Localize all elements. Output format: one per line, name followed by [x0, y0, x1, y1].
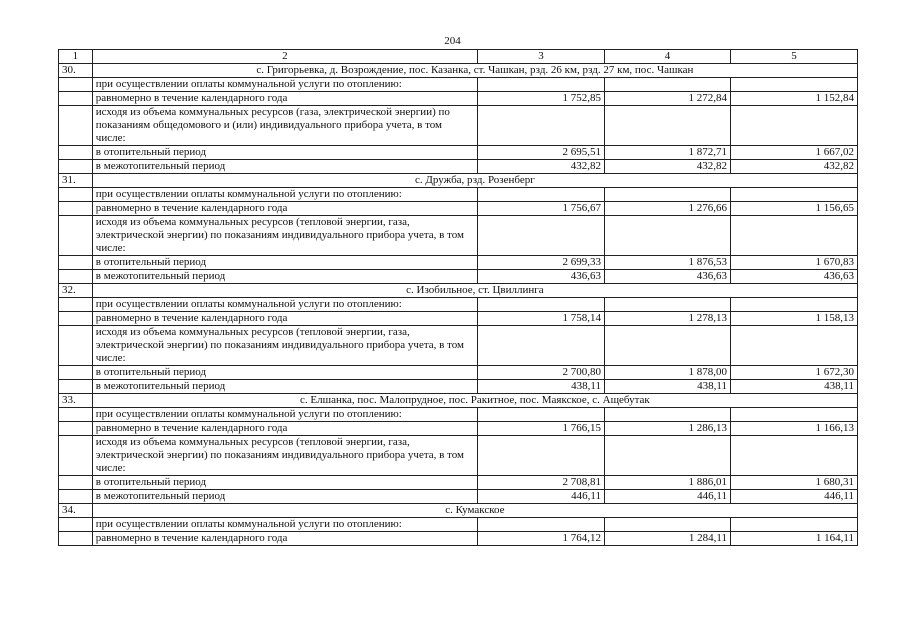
value-cell-v4: 432,82 — [604, 160, 730, 174]
value-cell-v5 — [730, 326, 857, 366]
table-header-row — [59, 50, 858, 64]
value-cell-v4 — [604, 408, 730, 422]
value-cell-v3: 1 756,67 — [477, 202, 604, 216]
value-cell-v4: 1 886,01 — [604, 476, 730, 490]
table-row — [59, 476, 858, 490]
value-cell-v5: 436,63 — [730, 270, 857, 284]
value-cell-v3: 2 700,80 — [477, 366, 604, 380]
value-cell-v3: 446,11 — [477, 490, 604, 504]
empty-cell — [59, 188, 93, 202]
value-cell-v3: 1 752,85 — [477, 92, 604, 106]
value-cell-v4: 1 876,53 — [604, 256, 730, 270]
empty-cell — [59, 270, 93, 284]
empty-cell — [59, 92, 93, 106]
empty-cell — [59, 490, 93, 504]
row-label: при осуществлении оплаты коммунальной услуги по отоплению: — [92, 518, 477, 532]
section-title-row — [59, 284, 858, 298]
empty-cell — [59, 476, 93, 490]
value-cell-v4: 1 872,71 — [604, 146, 730, 160]
row-label: исходя из объема коммунальных ресурсов (тепловой энергии, газа, электрической энергии) по показаниям индивидуального прибора учета, в том числе: — [92, 326, 477, 366]
section-number: 32. — [59, 284, 93, 298]
empty-cell — [59, 106, 93, 146]
empty-cell — [59, 78, 93, 92]
empty-cell — [59, 532, 93, 546]
table-row — [59, 326, 858, 366]
empty-cell — [59, 298, 93, 312]
section-title: с. Елшанка, пос. Малопрудное, пос. Ракитное, пос. Маякское, с. Ащебутак — [92, 394, 857, 408]
value-cell-v3: 436,63 — [477, 270, 604, 284]
value-cell-v4: 1 272,84 — [604, 92, 730, 106]
row-label: равномерно в течение календарного года — [92, 532, 477, 546]
table-row — [59, 106, 858, 146]
value-cell-v5: 1 672,30 — [730, 366, 857, 380]
value-cell-v3 — [477, 298, 604, 312]
header-cell: 5 — [730, 50, 857, 64]
value-cell-v3 — [477, 106, 604, 146]
empty-cell — [59, 380, 93, 394]
value-cell-v5: 432,82 — [730, 160, 857, 174]
empty-cell — [59, 256, 93, 270]
section-number: 30. — [59, 64, 93, 78]
value-cell-v5: 438,11 — [730, 380, 857, 394]
section-title: с. Дружба, рзд. Розенберг — [92, 174, 857, 188]
value-cell-v5: 1 152,84 — [730, 92, 857, 106]
table-row — [59, 436, 858, 476]
table-row — [59, 92, 858, 106]
row-label: в межотопительный период — [92, 270, 477, 284]
row-label: при осуществлении оплаты коммунальной услуги по отоплению: — [92, 408, 477, 422]
table-row — [59, 312, 858, 326]
value-cell-v3: 1 764,12 — [477, 532, 604, 546]
page-number: 204 — [444, 35, 461, 47]
empty-cell — [59, 160, 93, 174]
section-title: с. Изобильное, ст. Цвиллинга — [92, 284, 857, 298]
table-row — [59, 202, 858, 216]
row-label: исходя из объема коммунальных ресурсов (газа, электрической энергии) по показаниям общедомового и (или) индивидуального прибора учета, в том числе: — [92, 106, 477, 146]
value-cell-v3 — [477, 408, 604, 422]
row-label: при осуществлении оплаты коммунальной услуги по отоплению: — [92, 188, 477, 202]
value-cell-v3: 2 695,51 — [477, 146, 604, 160]
value-cell-v4 — [604, 78, 730, 92]
row-label: в отопительный период — [92, 146, 477, 160]
empty-cell — [59, 436, 93, 476]
value-cell-v4: 1 284,11 — [604, 532, 730, 546]
row-label: в отопительный период — [92, 476, 477, 490]
empty-cell — [59, 518, 93, 532]
table-row — [59, 380, 858, 394]
value-cell-v5 — [730, 436, 857, 476]
row-label: в межотопительный период — [92, 490, 477, 504]
table-row — [59, 160, 858, 174]
section-title: с. Григорьевка, д. Возрождение, пос. Казанка, ст. Чашкан, рзд. 26 км, рзд. 27 км, пос. Чашкан — [92, 64, 857, 78]
value-cell-v3 — [477, 518, 604, 532]
value-cell-v5: 1 166,13 — [730, 422, 857, 436]
value-cell-v4: 1 278,13 — [604, 312, 730, 326]
value-cell-v4: 1 286,13 — [604, 422, 730, 436]
value-cell-v5 — [730, 518, 857, 532]
row-label: исходя из объема коммунальных ресурсов (тепловой энергии, газа, электрической энергии) по показаниям индивидуального прибора учета, в том числе: — [92, 436, 477, 476]
value-cell-v5 — [730, 188, 857, 202]
value-cell-v5: 1 667,02 — [730, 146, 857, 160]
value-cell-v5: 1 158,13 — [730, 312, 857, 326]
empty-cell — [59, 312, 93, 326]
value-cell-v3: 438,11 — [477, 380, 604, 394]
value-cell-v3 — [477, 326, 604, 366]
value-cell-v3 — [477, 188, 604, 202]
empty-cell — [59, 202, 93, 216]
section-title-row — [59, 394, 858, 408]
row-label: равномерно в течение календарного года — [92, 312, 477, 326]
value-cell-v5 — [730, 298, 857, 312]
table-row — [59, 146, 858, 160]
row-label: равномерно в течение календарного года — [92, 202, 477, 216]
table-row — [59, 518, 858, 532]
value-cell-v5: 1 164,11 — [730, 532, 857, 546]
value-cell-v3 — [477, 436, 604, 476]
value-cell-v4: 1 276,66 — [604, 202, 730, 216]
row-label: в межотопительный период — [92, 380, 477, 394]
table-row — [59, 78, 858, 92]
value-cell-v5: 1 670,83 — [730, 256, 857, 270]
table-row — [59, 422, 858, 436]
section-title-row — [59, 64, 858, 78]
value-cell-v4 — [604, 436, 730, 476]
value-cell-v3: 1 758,14 — [477, 312, 604, 326]
table-row — [59, 298, 858, 312]
value-cell-v4: 436,63 — [604, 270, 730, 284]
header-cell: 3 — [477, 50, 604, 64]
value-cell-v5: 1 680,31 — [730, 476, 857, 490]
value-cell-v5 — [730, 106, 857, 146]
value-cell-v5 — [730, 78, 857, 92]
row-label: равномерно в течение календарного года — [92, 422, 477, 436]
value-cell-v5: 446,11 — [730, 490, 857, 504]
row-label: при осуществлении оплаты коммунальной услуги по отоплению: — [92, 78, 477, 92]
table-row — [59, 216, 858, 256]
value-cell-v5: 1 156,65 — [730, 202, 857, 216]
empty-cell — [59, 146, 93, 160]
row-label: при осуществлении оплаты коммунальной услуги по отоплению: — [92, 298, 477, 312]
table-row — [59, 366, 858, 380]
value-cell-v4: 1 878,00 — [604, 366, 730, 380]
table-row — [59, 490, 858, 504]
tariff-table — [58, 49, 858, 546]
header-cell: 1 — [59, 50, 93, 64]
value-cell-v5 — [730, 408, 857, 422]
value-cell-v3: 2 708,81 — [477, 476, 604, 490]
row-label: в межотопительный период — [92, 160, 477, 174]
value-cell-v3: 432,82 — [477, 160, 604, 174]
row-label: равномерно в течение календарного года — [92, 92, 477, 106]
value-cell-v3: 1 766,15 — [477, 422, 604, 436]
row-label: в отопительный период — [92, 366, 477, 380]
empty-cell — [59, 366, 93, 380]
value-cell-v4: 438,11 — [604, 380, 730, 394]
empty-cell — [59, 326, 93, 366]
section-number: 34. — [59, 504, 93, 518]
table-row — [59, 532, 858, 546]
value-cell-v5 — [730, 216, 857, 256]
value-cell-v3: 2 699,33 — [477, 256, 604, 270]
section-title: с. Кумакское — [92, 504, 857, 518]
empty-cell — [59, 408, 93, 422]
section-title-row — [59, 174, 858, 188]
value-cell-v3 — [477, 78, 604, 92]
value-cell-v3 — [477, 216, 604, 256]
table-row — [59, 256, 858, 270]
value-cell-v4 — [604, 106, 730, 146]
row-label: в отопительный период — [92, 256, 477, 270]
header-cell: 4 — [604, 50, 730, 64]
table-row — [59, 188, 858, 202]
table-row — [59, 270, 858, 284]
section-title-row — [59, 504, 858, 518]
value-cell-v4 — [604, 188, 730, 202]
table-row — [59, 408, 858, 422]
value-cell-v4 — [604, 326, 730, 366]
value-cell-v4 — [604, 216, 730, 256]
value-cell-v4: 446,11 — [604, 490, 730, 504]
header-cell: 2 — [92, 50, 477, 64]
section-number: 33. — [59, 394, 93, 408]
empty-cell — [59, 216, 93, 256]
section-number: 31. — [59, 174, 93, 188]
empty-cell — [59, 422, 93, 436]
row-label: исходя из объема коммунальных ресурсов (тепловой энергии, газа, электрической энергии) по показаниям индивидуального прибора учета, в том числе: — [92, 216, 477, 256]
value-cell-v4 — [604, 298, 730, 312]
value-cell-v4 — [604, 518, 730, 532]
